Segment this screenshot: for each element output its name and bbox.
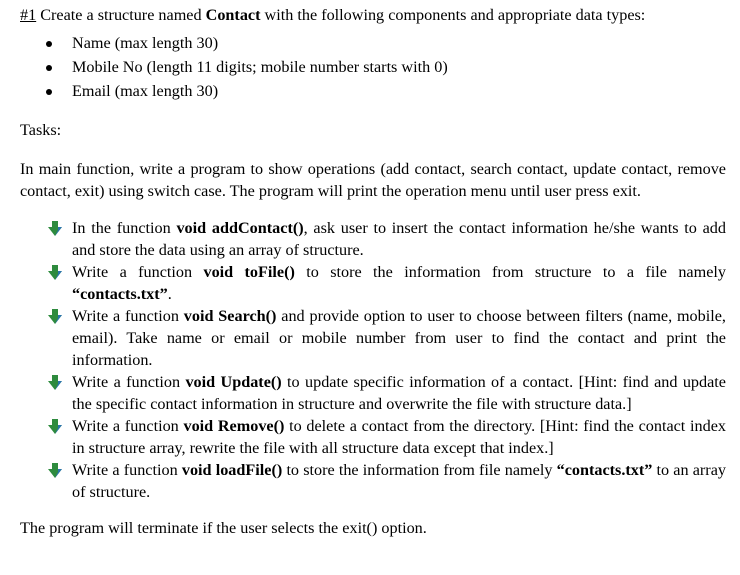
component-text: Email (max length 30)	[72, 82, 219, 100]
task-text: In the function	[72, 219, 177, 237]
down-arrow-icon	[48, 220, 62, 235]
component-text: Name (max length 30)	[72, 34, 219, 52]
task-item	[20, 261, 726, 305]
down-arrow-icon	[48, 264, 62, 279]
component-item	[20, 32, 726, 54]
task-text: .	[167, 285, 172, 303]
task-text: Write a function	[72, 461, 182, 479]
tasks-label: Tasks:	[20, 121, 62, 139]
task-text: Write a function	[72, 373, 186, 391]
bullet-icon	[46, 41, 52, 47]
struct-name: Contact	[205, 6, 261, 24]
task-text: to store the information from file namely	[282, 461, 557, 479]
question-number: #1	[20, 6, 37, 24]
down-arrow-icon	[48, 418, 62, 433]
task-text: , ask user to insert the contact information he/she wants to add and store the data using an array of structure.	[72, 219, 726, 259]
task-list	[20, 217, 726, 503]
document-page	[20, 4, 726, 539]
down-arrow-icon	[48, 462, 62, 477]
task-item	[20, 371, 726, 415]
task-function-name: void Search()	[183, 307, 277, 325]
task-function-name: void Remove()	[183, 417, 285, 435]
heading-post: with the following components and appropriate data types:	[260, 6, 646, 24]
task-function-name: void addContact()	[176, 219, 304, 237]
main-paragraph: In main function, write a program to show operations (add contact, search contact, update contact, remove contact, exit) using switch case. The program will print the operation menu until user press exit.	[20, 160, 726, 200]
down-arrow-icon	[48, 308, 62, 323]
task-text: to delete a contact from the directory. [Hint: find the contact index in structure array, rewrite the file with all structure data except that index.]	[72, 417, 726, 457]
task-text: Write a function	[72, 263, 204, 281]
bullet-icon	[46, 65, 52, 71]
component-item	[20, 80, 726, 102]
assignment-heading	[20, 4, 726, 26]
component-list	[20, 32, 726, 102]
task-text: Write a function	[72, 307, 184, 325]
final-note: The program will terminate if the user selects the exit() option.	[20, 519, 427, 537]
task-item	[20, 415, 726, 459]
task-text: to store the information from structure to a file namely	[294, 263, 726, 281]
component-item	[20, 56, 726, 78]
component-text: Mobile No (length 11 digits; mobile number starts with 0)	[72, 58, 448, 76]
down-arrow-icon	[48, 374, 62, 389]
task-function-name: void loadFile()	[181, 461, 283, 479]
task-text: Write a function	[72, 417, 184, 435]
task-function-name: void Update()	[185, 373, 282, 391]
task-filename: “contacts.txt”	[72, 285, 168, 303]
task-item	[20, 217, 726, 261]
heading-pre: Create a structure named	[36, 6, 206, 24]
task-text: to update specific information of a contact. [Hint: find and update the specific contact information in structure and overwrite the file with structure data.]	[72, 373, 726, 413]
task-function-name: void toFile()	[203, 263, 295, 281]
task-item	[20, 305, 726, 371]
task-item	[20, 459, 726, 503]
task-text: and provide option to user to choose between filters (name, mobile, email). Take name or email or mobile number from user to find the contact and print the information.	[72, 307, 726, 369]
task-filename: “contacts.txt”	[556, 461, 653, 479]
bullet-icon	[46, 89, 52, 95]
task-text: to an array of structure.	[72, 461, 726, 501]
